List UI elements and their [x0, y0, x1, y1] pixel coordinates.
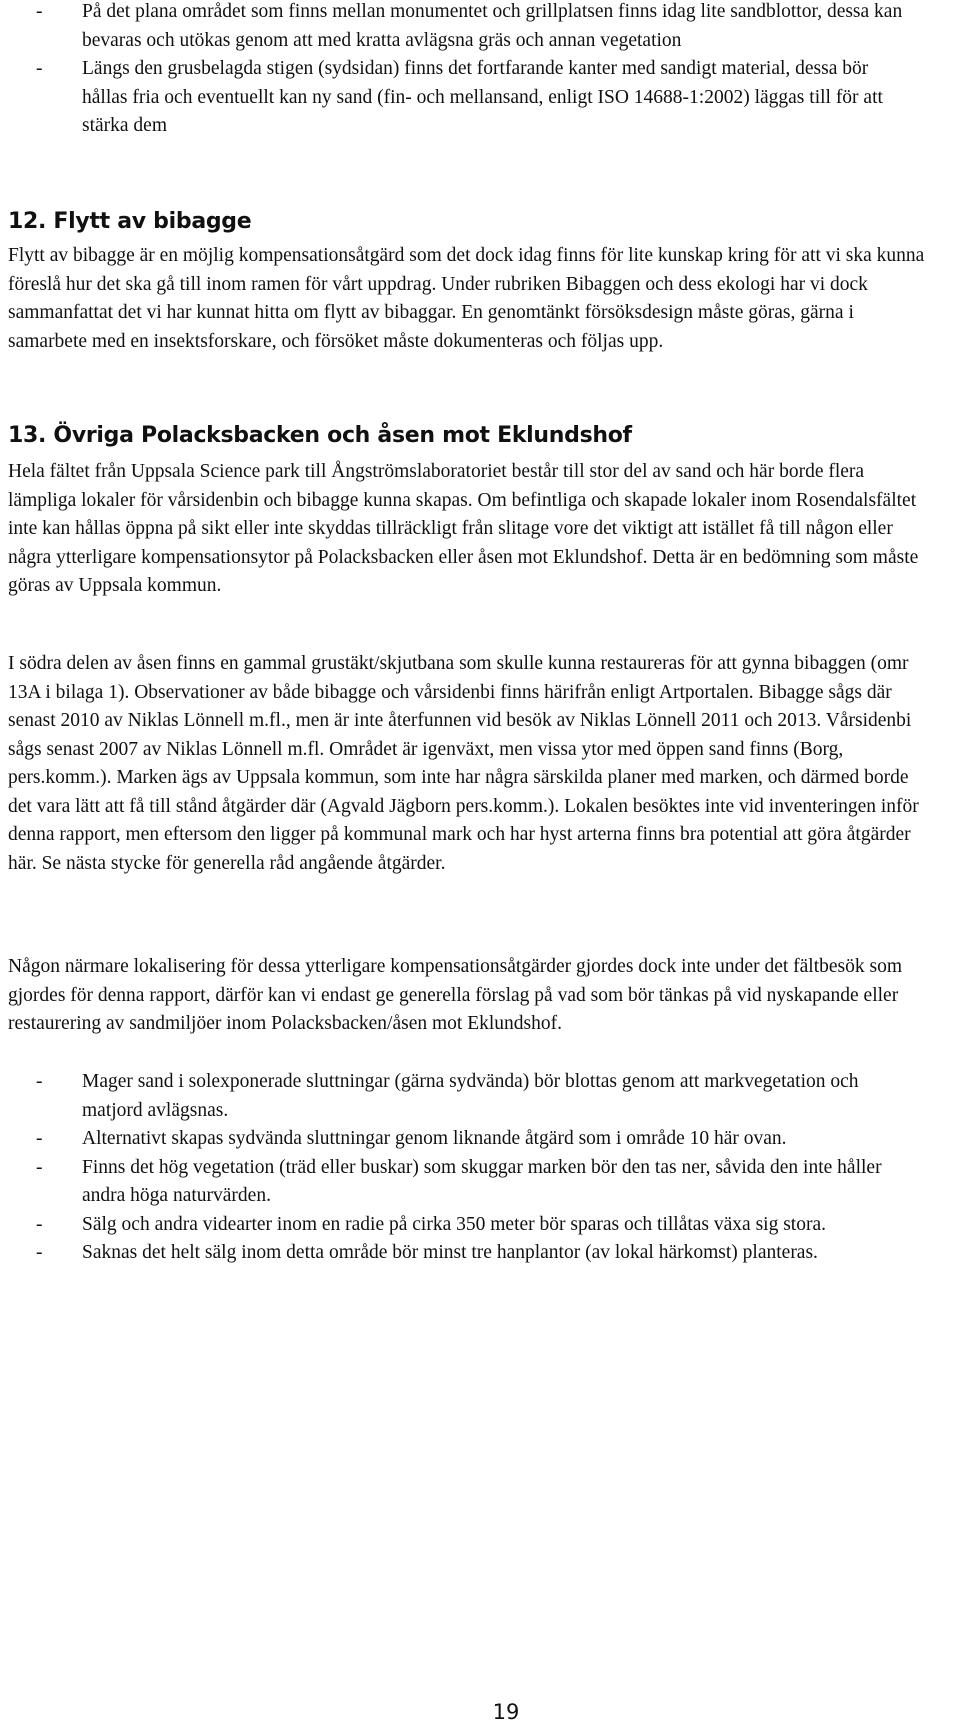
dash-bullet: - [36, 1128, 43, 1149]
list-item-text: Saknas det helt sälg inom detta område bör minst tre hanplantor (av lokal härkomst) planteras. [82, 1242, 818, 1263]
section-13-paragraph-2: I södra delen av åsen finns en gammal grustäkt/skjutbana som skulle kunna restaureras för att gynna bibaggen (omr 13A i bilaga 1). Observationer av både bibagge och vårsidenbi finns härifrån enligt Artportalen. Bibagge sågs där senast 2010 av Niklas Lönnell m.fl., men är inte återfunnen vid besök av Niklas Lönnell 2011 och 2013. Vårsidenbi sågs senast 2007 av Niklas Lönnell m.fl. Området är igenväxt, men vissa ytor med öppen sand finns (Borg, pers.komm.). Marken ägs av Uppsala kommun, som inte har några särskilda planer med marken, och därmed borde det vara lätt att få till stånd åtgärder där (Agvald Jägborn pers.komm.). Lokalen besöktes inte vid inventeringen inför denna rapport, men eftersom den ligger på kommunal mark och har hyst arterna finns bra potential att göra åtgärder här. Se nästa stycke för generella råd angående åtgärder. [8, 653, 919, 874]
section-12-paragraph: Flytt av bibagge är en möjlig kompensationsåtgärd som det dock idag finns för lite kunskap kring för att vi ska kunna föreslå hur det ska gå till inom ramen för vårt uppdrag. Under rubriken Bibaggen och dess ekologi har vi dock sammanfattat det vi har kunnat hitta om flytt av bibaggar. En genomtänkt försöksdesign måste göras, gärna i samarbete med en insektsforskare, och försöket måste dokumenteras och följas upp. [8, 245, 925, 352]
list-item [0, 1068, 960, 1125]
list-item [0, 0, 960, 55]
list-item [0, 1154, 960, 1211]
dash-bullet: - [36, 58, 43, 79]
section-13-heading: 13. Övriga Polacksbacken och åsen mot Eklundshof [8, 423, 632, 448]
page-number: 19 [492, 1700, 520, 1724]
section-13-paragraph-3: Någon närmare lokalisering för dessa ytterligare kompensationsåtgärder gjordes dock inte under det fältbesök som gjordes för denna rapport, därför kan vi endast ge generella förslag på vad som bör tänkas på vid nyskapande eller restaurering av sandmiljöer inom Polacksbacken/åsen mot Eklundshof. [8, 956, 903, 1034]
list-item-text: På det plana området som finns mellan monumentet och grillplatsen finns idag lite sandblottor, dessa kan bevaras och utökas genom att med kratta avlägsna gräs och annan vegetation [82, 1, 903, 51]
dash-bullet: - [36, 1242, 43, 1263]
list-item-text: Mager sand i solexponerade sluttningar (gärna sydvända) bör blottas genom att markvegetation och matjord avlägsnas. [82, 1071, 859, 1121]
dash-bullet: - [36, 1, 43, 22]
section-12-heading: 12. Flytt av bibagge [8, 209, 252, 234]
list-item [0, 1211, 960, 1240]
top-dash-list [0, 0, 960, 141]
list-item-text: Sälg och andra videarter inom en radie på cirka 350 meter bör sparas och tillåtas växa sig stora. [82, 1213, 826, 1235]
dash-bullet: - [36, 1156, 43, 1178]
section-13-paragraph-1: Hela fältet från Uppsala Science park till Ångströmslaboratoriet består till stor del av sand och här borde flera lämpliga lokaler för vårsidenbin och bibagge kunna skapas. Om befintliga och skapade lokaler inom Rosendalsfältet inte kan hållas öppna på sikt eller inte skyddas tillräckligt från slitage vore det viktigt att istället få till någon eller några ytterligare kompensationsytor på Polacksbacken eller åsen mot Eklundshof. Detta är en bedömning som måste göras av Uppsala kommun. [8, 461, 919, 596]
measures-dash-list [0, 1068, 960, 1268]
list-item-text: Alternativt skapas sydvända sluttningar genom liknande åtgärd som i område 10 här ovan. [82, 1128, 787, 1149]
list-item-text: Längs den grusbelagda stigen (sydsidan) finns det fortfarande kanter med sandigt material, dessa bör hållas fria och eventuellt kan ny sand (fin- och mellansand, enligt ISO 14688-1:2002) läggas till för att stärka dem [82, 58, 883, 136]
list-item-text: Finns det hög vegetation (träd eller buskar) som skuggar marken bör den tas ner, såvida den inte håller andra höga naturvärden. [82, 1156, 882, 1206]
list-item [0, 55, 960, 141]
dash-bullet: - [36, 1071, 43, 1092]
list-item [0, 1239, 960, 1268]
list-item [0, 1125, 960, 1154]
dash-bullet: - [36, 1213, 43, 1235]
